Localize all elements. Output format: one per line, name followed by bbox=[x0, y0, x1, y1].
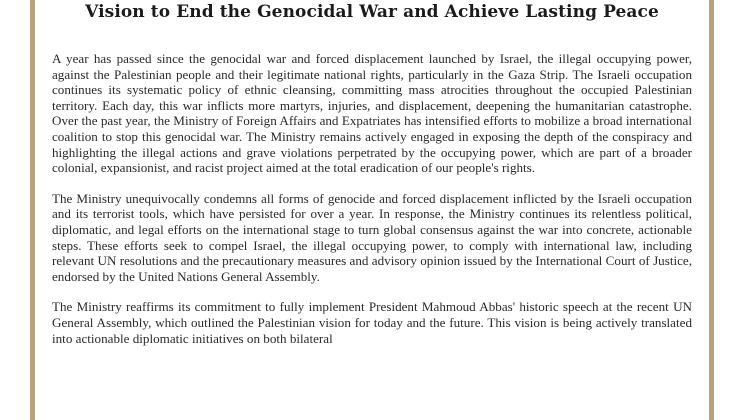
paragraph-3: The Ministry reaffirms its commitment to fully implement President Mahmoud Abbas' historic speech at the recent UN General Assembly, which outlined the Palestinian vision for today and the future. This vision is being actively translated into actionable diplomatic initiatives on both bilateral bbox=[52, 299, 692, 346]
paragraph-2: The Ministry unequivocally condemns all forms of genocide and forced displacement inflicted by the Israeli occupation and its terrorist tools, which have persisted for over a year. In response, the Ministry continues its relentless political, diplomatic, and legal efforts on the international stage to turn global consensus against the war into concrete, actionable steps. These efforts seek to compel Israel, the illegal occupying power, to comply with international law, including relevant UN resolutions and the precautionary measures and advisory opinion issued by the International Court of Justice, endorsed by the United Nations General Assembly. bbox=[52, 190, 692, 284]
document-title: Vision to End the Genocidal War and Achieve Lasting Peace bbox=[85, 2, 659, 22]
document-frame bbox=[30, 0, 714, 420]
document-body bbox=[52, 51, 692, 361]
paragraph-1: A year has passed since the genocidal war and forced displacement launched by Israel, the illegal occupying power, against the Palestinian people and their legitimate national rights, particularly in the Gaza Strip. The Israeli occupation continues its systematic policy of ethnic cleansing, committing mass atrocities throughout the occupied Palestinian territory. Each day, this war inflicts more martyrs, injuries, and displacement, deepening the humanitarian catastrophe. Over the past year, the Ministry of Foreign Affairs and Expatriates has intensified efforts to mobilize a broad international coalition to stop this genocidal war. The Ministry remains actively engaged in exposing the depth of the conspiracy and highlighting the illegal actions and grave violations perpetrated by the occupying power, which are part of a broader colonial, expansionist, and racist project aimed at the total eradication of our people's rights. bbox=[52, 51, 692, 176]
